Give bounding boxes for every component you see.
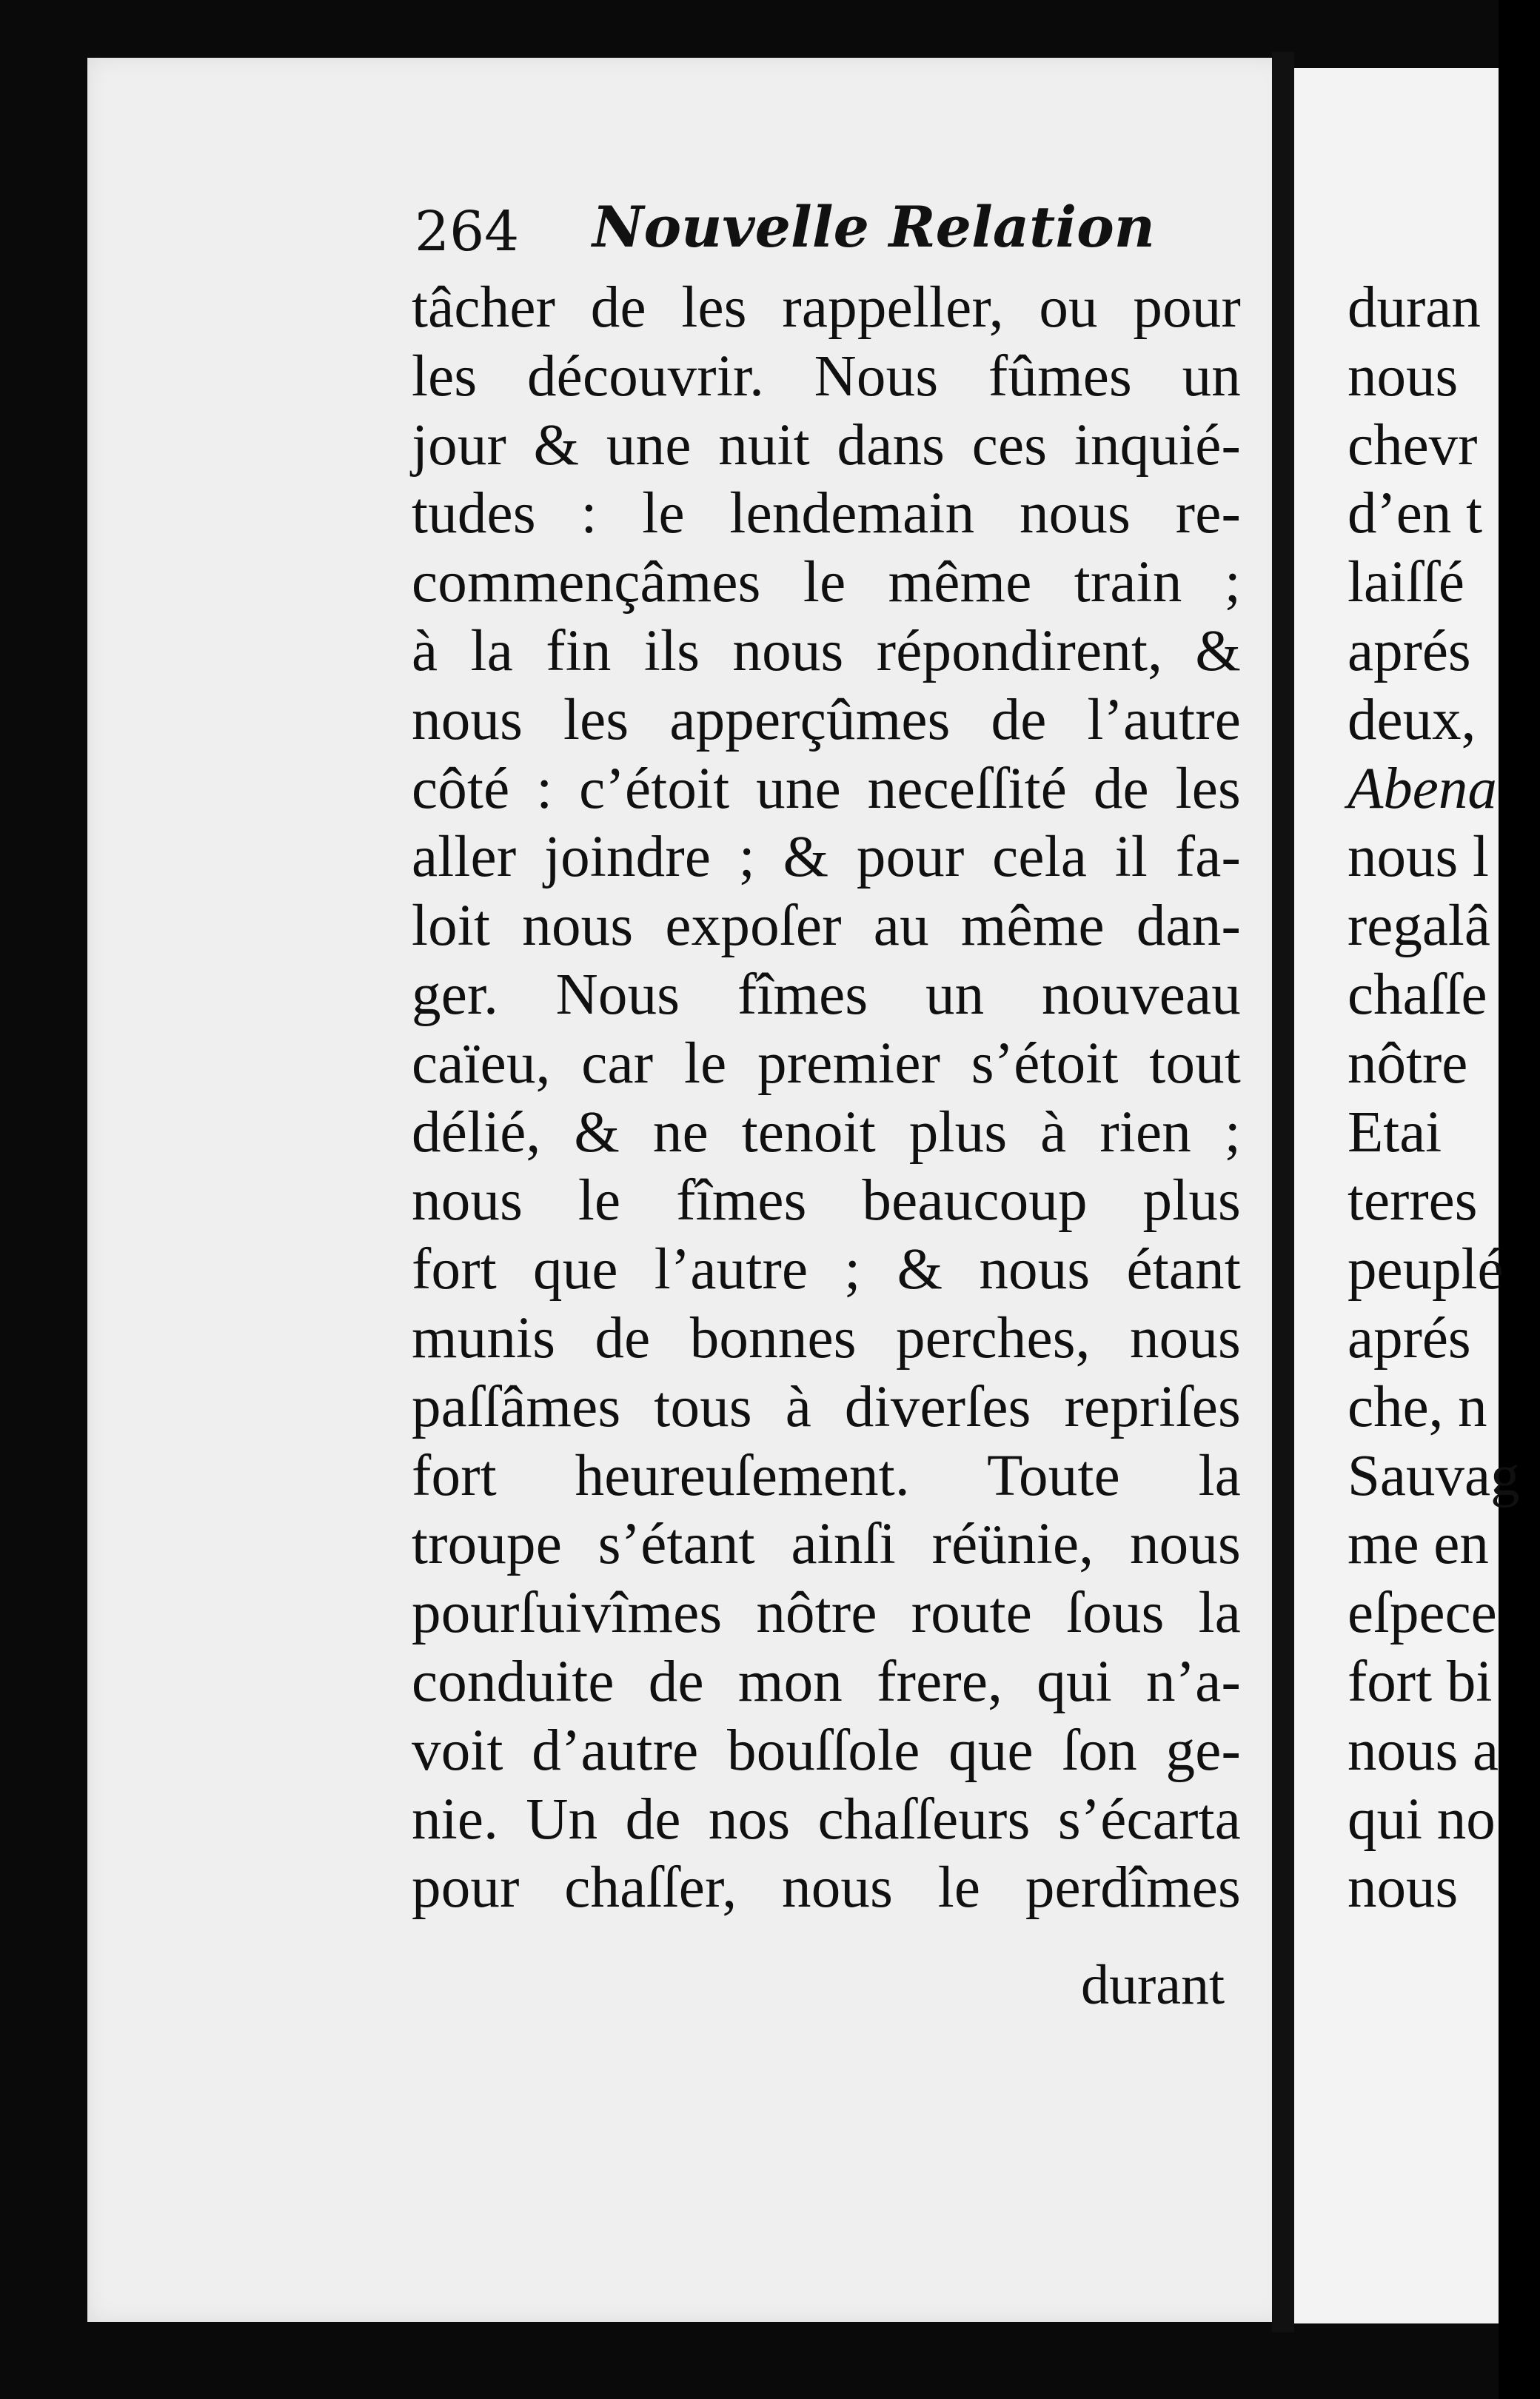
text-line: paſſâmes tous à diverſes repriſes [412, 1374, 1241, 1439]
text-line: conduite de mon frere, qui n’a- [412, 1649, 1241, 1714]
text-line: pour chaſſer, nous le perdîmes [412, 1856, 1241, 1921]
text-line: commençâmes le même train ; [412, 550, 1241, 615]
right-text-line: me en [1348, 1512, 1489, 1577]
text-line: fort que l’autre ; & nous étant [412, 1237, 1241, 1302]
right-text-line: chevr [1348, 412, 1478, 478]
right-text-line: d’en t [1348, 481, 1483, 546]
right-text-line: Abena [1348, 756, 1497, 821]
text-line: troupe s’étant ainſi réünie, nous [412, 1512, 1241, 1577]
text-line: voit d’autre bouſſole que ſon ge- [412, 1718, 1241, 1783]
right-text-line: Sauvag [1348, 1443, 1520, 1508]
right-text-line: regalâ [1348, 894, 1490, 959]
page-header [415, 194, 1259, 275]
text-line: nous les apperçûmes de l’autre [412, 687, 1241, 752]
right-text-line: eſpece [1348, 1581, 1497, 1646]
text-line: loit nous expoſer au même dan- [412, 894, 1241, 959]
right-page-text [1348, 274, 1540, 1923]
text-line: fort heureuſement. Toute la [412, 1443, 1241, 1508]
running-title: Nouvelle Relation [592, 194, 1156, 260]
right-text-line: fort bi [1348, 1649, 1493, 1714]
right-text-line: laiſſé [1348, 550, 1464, 615]
right-text-line: nous [1348, 1856, 1459, 1921]
right-text-line: qui no [1348, 1787, 1496, 1852]
text-line: jour & une nuit dans ces inquié- [412, 412, 1241, 478]
text-line: pourſuivîmes nôtre route ſous la [412, 1581, 1241, 1646]
right-text-line: deux, [1348, 687, 1476, 752]
text-line: nie. Un de nos chaſſeurs s’écarta [412, 1787, 1241, 1852]
catchword: durant [1081, 1954, 1225, 2016]
text-line: tâcher de les rappeller, ou pour [412, 275, 1241, 340]
right-text-line: nous [1348, 344, 1459, 409]
right-text-line: chaſſe [1348, 962, 1487, 1027]
right-text-line: Etai [1348, 1100, 1442, 1165]
book-gutter [1272, 52, 1294, 2332]
right-text-line: nôtre [1348, 1031, 1468, 1096]
text-line: les découvrir. Nous fûmes un [412, 344, 1241, 409]
right-text-line: nous l [1348, 825, 1489, 890]
text-line: délié, & ne tenoit plus à rien ; [412, 1100, 1241, 1165]
right-text-line: che, n [1348, 1374, 1487, 1439]
text-line: aller joindre ; & pour cela il fa- [412, 825, 1241, 890]
text-line: tudes : le lendemain nous re- [412, 481, 1241, 546]
right-text-line: terres [1348, 1168, 1478, 1234]
right-text-line: aprés [1348, 618, 1471, 683]
text-line: ger. Nous fîmes un nouveau [412, 962, 1241, 1027]
right-text-line: aprés [1348, 1305, 1471, 1371]
text-line: nous le fîmes beaucoup plus [412, 1168, 1241, 1234]
text-line: à la fin ils nous répondirent, & [412, 618, 1241, 683]
left-page-text [412, 274, 1241, 1923]
right-text-line: peuplé [1348, 1237, 1504, 1302]
text-line: munis de bonnes perches, nous [412, 1305, 1241, 1371]
right-text-line: nous a [1348, 1718, 1499, 1783]
text-line: côté : c’étoit une neceſſité de les [412, 756, 1241, 821]
page-number: 264 [415, 200, 520, 264]
right-text-line: duran [1348, 275, 1481, 340]
text-line: caïeu, car le premier s’étoit tout [412, 1031, 1241, 1096]
